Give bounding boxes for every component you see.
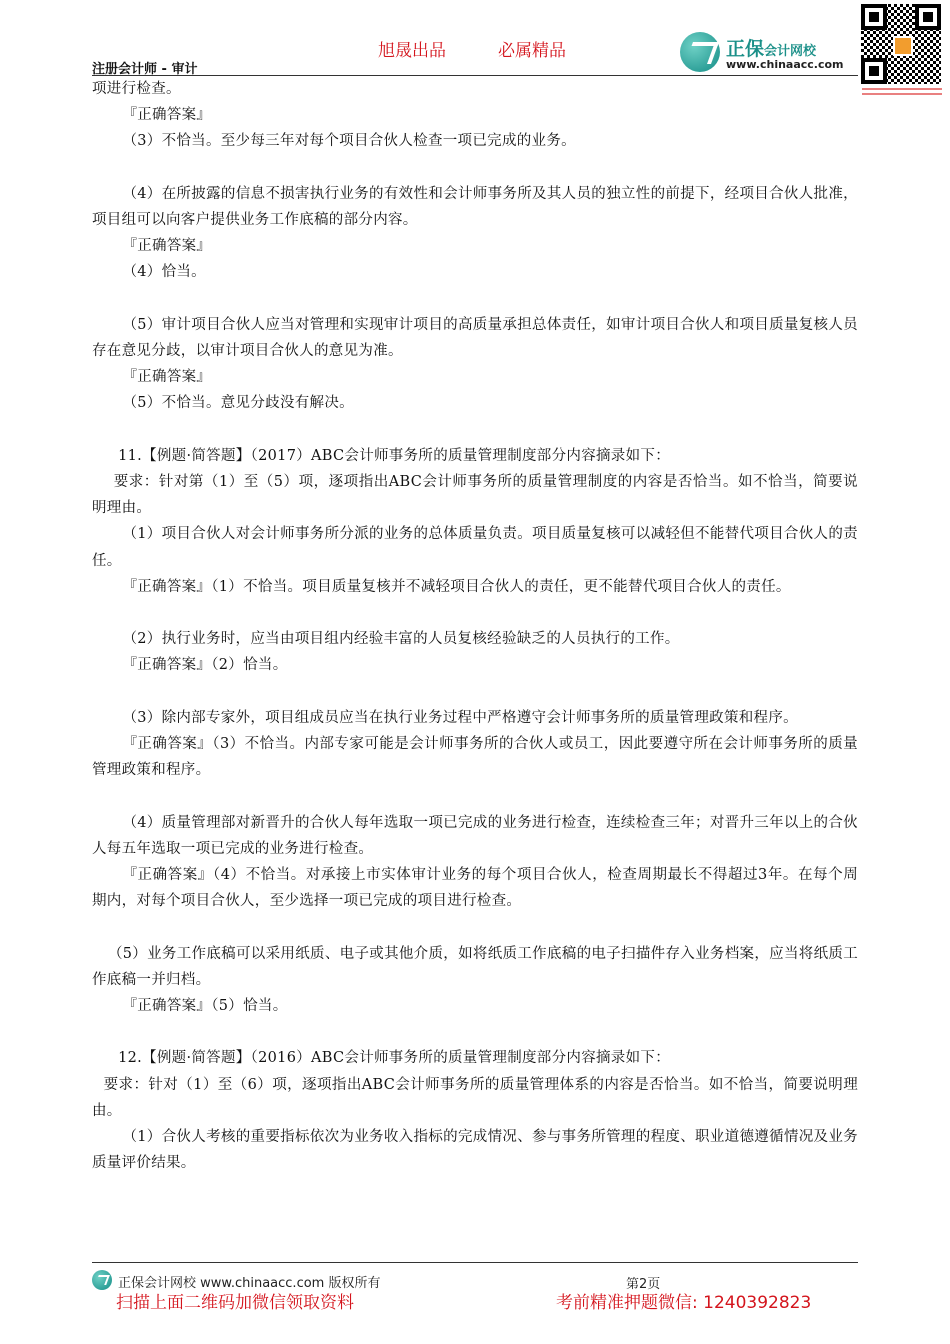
logo-url: www.chinaacc.com [726, 58, 844, 71]
paragraph: 『正确答案』（2）恰当。 [122, 657, 288, 674]
logo-mark-icon [680, 32, 720, 72]
logo-name-small: 会计网校 [764, 44, 817, 59]
paragraph: 『正确答案』（5）恰当。 [122, 998, 288, 1014]
footer-logo-icon [92, 1270, 112, 1290]
header-brand-right: 必属精品 [498, 41, 566, 61]
paragraph: （1）合伙人考核的重要指标依次为业务收入指标的完成情况、参与事务所管理的程度、职业道德遵循情况及业务质量评价结果。 [92, 1129, 858, 1172]
paragraph: （5）业务工作底稿可以采用纸质、电子或其他介质，如将纸质工作底稿的电子扫描件存入业务档案，应当将纸质工作底稿一并归档。 [92, 945, 858, 988]
paragraph: （4）恰当。 [122, 264, 206, 281]
footer-divider [92, 1262, 858, 1263]
paragraph: （5）不恰当。意见分歧没有解决。 [122, 395, 354, 412]
footer-copyright: 正保会计网校 www.chinaacc.com 版权所有 [118, 1276, 381, 1291]
paragraph-gap [92, 286, 858, 312]
paragraph-gap [92, 783, 858, 809]
paragraph: 『正确答案』 [122, 369, 212, 386]
paragraph: （3）除内部专家外，项目组成员应当在执行业务过程中严格遵守会计师事务所的质量管理政策和程序。 [122, 709, 798, 726]
header-brand-left: 旭晟出品 [378, 41, 446, 61]
paragraph-gap [92, 600, 858, 626]
paragraph: 『正确答案』（1）不恰当。项目质量复核并不减轻项目合伙人的责任，更不能替代项目合伙人的责任。 [122, 578, 791, 595]
paragraph-gap [92, 914, 858, 940]
paragraph: （3）不恰当。至少每三年对每个项目合伙人检查一项已完成的业务。 [122, 133, 576, 150]
paragraph: 项进行检查。 [92, 81, 181, 97]
footer-promo-left: 扫描上面二维码加微信领取资料 [116, 1293, 354, 1313]
paragraph: 『正确答案』 [122, 107, 212, 124]
chinaacc-logo[interactable] [680, 32, 855, 74]
document-body [92, 76, 858, 1176]
paragraph: 要求：针对第（1）至（5）项，逐项指出ABC会计师事务所的质量管理制度的内容是否恰当。如不恰当，简要说明理由。 [92, 474, 858, 517]
paragraph: 『正确答案』（3）不恰当。内部专家可能是会计师事务所的合伙人或员工，因此要遵守所在会计师事务所的质量管理政策和程序。 [92, 736, 858, 779]
paragraph: 要求：针对（1）至（6）项，逐项指出ABC会计师事务所的质量管理体系的内容是否恰当。如不恰当，简要说明理由。 [92, 1076, 858, 1119]
paragraph-gap [92, 1019, 858, 1045]
paragraph: 『正确答案』 [122, 238, 212, 255]
paragraph-gap [92, 155, 858, 181]
logo-name [726, 34, 816, 61]
paragraph: 『正确答案』（4）不恰当。对承接上市实体审计业务的每个项目合伙人，检查周期最长不得超过3年。在每个周期内，对每个项目合伙人，至少选择一项已完成的项目进行检查。 [92, 867, 858, 910]
qr-code-icon [861, 4, 941, 84]
header-subject: 注册会计师 - 审计 [92, 62, 198, 77]
footer-page-number: 第2页 [626, 1277, 661, 1292]
paragraph: （1）项目合伙人对会计师事务所分派的业务的总体质量负责。项目质量复核可以减轻但不能替代项目合伙人的责任。 [92, 526, 858, 569]
paragraph: 12.【例题·简答题】（2016）ABC会计师事务所的质量管理制度部分内容摘录如下： [118, 1050, 671, 1067]
paragraph: （2）执行业务时，应当由项目组内经验丰富的人员复核经验缺乏的人员执行的工作。 [122, 631, 680, 648]
paragraph: （4）质量管理部对新晋升的合伙人每年选取一项已完成的业务进行检查，连续检查三年；对晋升三年以上的合伙人每五年选取一项已完成的业务进行检查。 [92, 814, 858, 857]
qr-caption-icon [862, 88, 942, 100]
footer-promo-right: 考前精准押题微信: 1240392823 [556, 1293, 812, 1313]
logo-name-big: 正保 [726, 38, 765, 60]
paragraph-gap [92, 417, 858, 443]
paragraph-gap [92, 679, 858, 705]
paragraph: （5）审计项目合伙人应当对管理和实现审计项目的高质量承担总体责任，如审计项目合伙人和项目质量复核人员存在意见分歧，以审计项目合伙人的意见为准。 [92, 316, 858, 359]
paragraph: 11.【例题·简答题】（2017）ABC会计师事务所的质量管理制度部分内容摘录如下： [118, 447, 671, 464]
paragraph: （4）在所披露的信息不损害执行业务的有效性和会计师事务所及其人员的独立性的前提下，经项目合伙人批准，项目组可以向客户提供业务工作底稿的部分内容。 [92, 185, 858, 228]
